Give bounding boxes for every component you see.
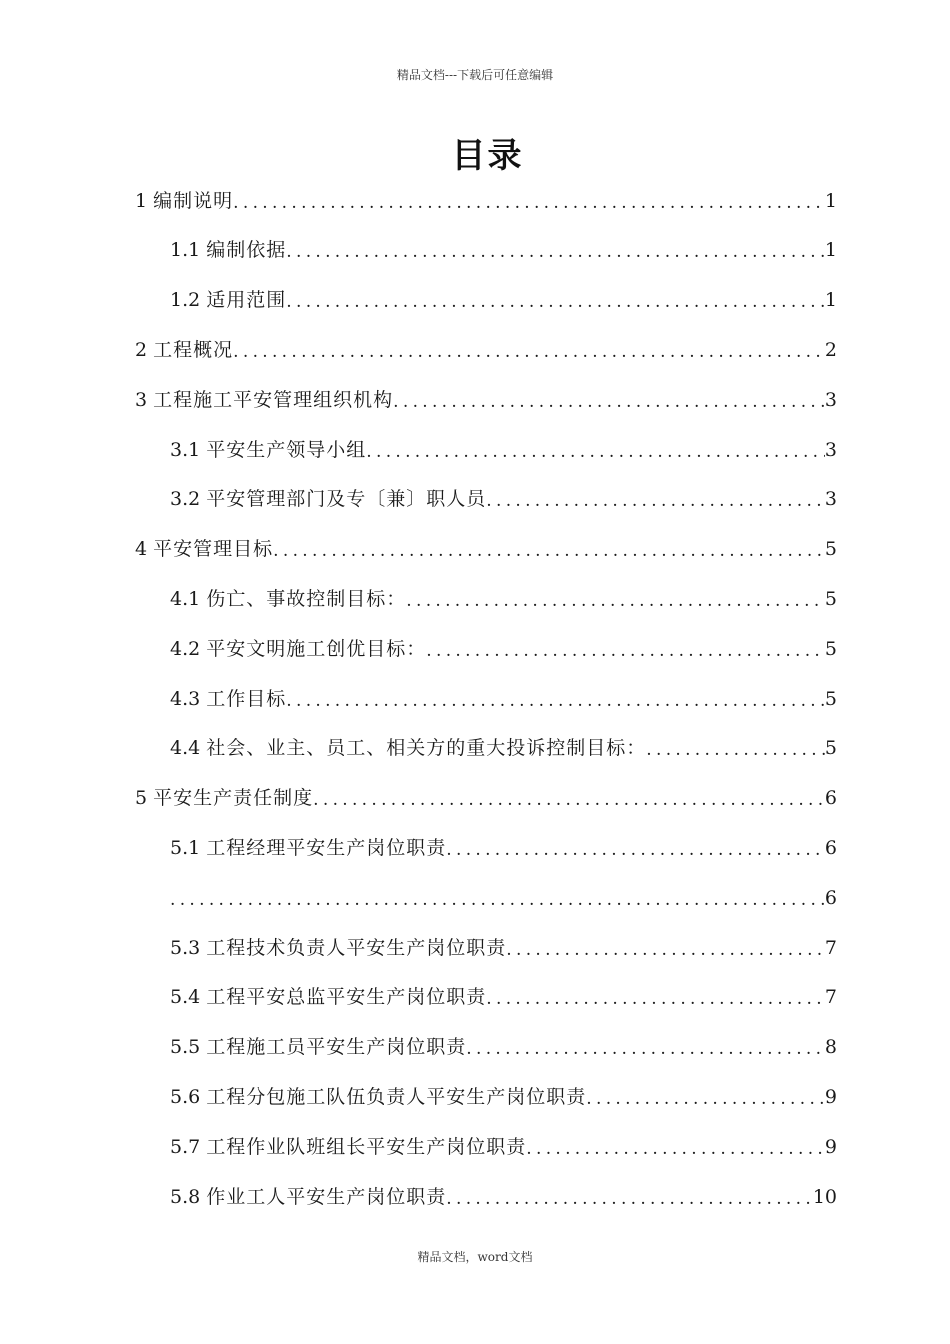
toc-entry-number: 4: [135, 538, 154, 561]
toc-entry-number: 4.2: [170, 637, 207, 660]
toc-entry-title: 工程作业队班组长平安生产岗位职责: [206, 1135, 527, 1158]
toc-entry[interactable]: [170, 873, 837, 923]
toc-entry-title: 作业工人平安生产岗位职责: [206, 1185, 447, 1208]
toc-dot-leader: [313, 792, 825, 809]
toc-dot-leader: [646, 742, 825, 759]
toc-entry-number: 5.6: [170, 1085, 207, 1108]
toc-entry-number: 5.7: [170, 1135, 207, 1158]
toc-entry[interactable]: [170, 973, 837, 1023]
toc-entry-page-number: 3: [824, 438, 837, 461]
toc-dot-leader: [586, 1091, 825, 1108]
toc-entry-number: 4.3: [170, 687, 207, 710]
toc-entry[interactable]: [170, 923, 837, 973]
toc-dot-leader: [286, 244, 825, 261]
toc-entry[interactable]: [170, 1172, 837, 1222]
toc-entry-title: 社会、业主、员工、相关方的重大投诉控制目标：: [206, 737, 647, 760]
toc-entry-page-number: 1: [824, 289, 837, 312]
toc-entry-page-number: 5: [824, 587, 837, 610]
toc-entry-number: 4.1: [170, 587, 207, 610]
page-footer: 精品文档，word文档: [417, 1250, 533, 1264]
toc-entry-number: 3.1: [170, 438, 207, 461]
toc-entry-title: 平安管理部门及专〔兼〕职人员: [206, 488, 487, 511]
toc-entry-number: 5.3: [170, 936, 207, 959]
toc-dot-leader: [446, 1191, 813, 1208]
toc-entry-title: 工程平安总监平安生产岗位职责: [206, 986, 487, 1009]
toc-entry-number: 1: [135, 189, 154, 212]
toc-entry-number: 3: [135, 388, 154, 411]
toc-entry-page-number: 7: [824, 986, 837, 1009]
toc-entry-title: 工程技术负责人平安生产岗位职责: [206, 936, 507, 959]
toc-entry-page-number: 1: [824, 189, 837, 212]
toc-entry-number: 3.2: [170, 488, 207, 511]
toc-dot-leader: [286, 693, 825, 710]
toc-entry-title: 工程分包施工队伍负责人平安生产岗位职责: [206, 1085, 587, 1108]
toc-entry-title: 平安文明施工创优目标：: [206, 637, 427, 660]
toc-entry[interactable]: [170, 276, 837, 326]
toc-entry-page-number: 3: [824, 388, 837, 411]
toc-entry-title: 工程概况: [153, 338, 234, 361]
toc-entry[interactable]: [170, 1072, 837, 1122]
page-header: 精品文档---下载后可任意编辑: [396, 68, 554, 82]
toc-entry[interactable]: [170, 624, 837, 674]
toc-entry-page-number: 10: [812, 1185, 837, 1208]
toc-entry-page-number: 6: [824, 787, 837, 810]
toc-dot-leader: [286, 294, 825, 311]
toc-entry[interactable]: [170, 724, 837, 774]
toc-dot-leader: [393, 394, 825, 411]
page-title: 目录: [451, 136, 524, 176]
toc-dot-leader: [426, 643, 825, 660]
toc-entry-title: 工程施工员平安生产岗位职责: [206, 1036, 467, 1059]
toc-entry[interactable]: [170, 1122, 837, 1172]
toc-entry-page-number: 6: [824, 886, 837, 909]
toc-entry[interactable]: [170, 1023, 837, 1073]
toc-entry[interactable]: [170, 674, 837, 724]
toc-dot-leader: [486, 493, 825, 510]
toc-entry[interactable]: [135, 774, 837, 824]
toc-entry-title: 平安管理目标: [153, 538, 274, 561]
toc-entry[interactable]: [170, 574, 837, 624]
toc-entry-page-number: 2: [824, 338, 837, 361]
toc-entry-page-number: 1: [824, 239, 837, 262]
toc-entry[interactable]: [135, 325, 837, 375]
toc-entry-title: 工程经理平安生产岗位职责: [206, 836, 447, 859]
toc-entry-title: 编制说明: [153, 189, 234, 212]
toc-entry-number: 5.8: [170, 1185, 207, 1208]
toc-entry-number: 1.2: [170, 289, 207, 312]
toc-entry-page-number: 5: [824, 538, 837, 561]
toc-entry-title: 工程施工平安管理组织机构: [153, 388, 394, 411]
toc-entry-number: 5.1: [170, 836, 207, 859]
toc-entry[interactable]: [135, 176, 837, 226]
toc-dot-leader: [486, 991, 825, 1008]
toc-entry-number: 5.4: [170, 986, 207, 1009]
toc-entry-title: 平安生产责任制度: [153, 787, 314, 810]
toc-entry-page-number: 3: [824, 488, 837, 511]
toc-entry-title: 伤亡、事故控制目标：: [206, 587, 407, 610]
toc-entry-title: 工作目标: [206, 687, 287, 710]
toc-entry-number: 5.5: [170, 1036, 207, 1059]
toc-entry-page-number: 5: [824, 687, 837, 710]
toc-entry[interactable]: [170, 425, 837, 475]
toc-entry[interactable]: [135, 525, 837, 575]
toc-dot-leader: [233, 344, 825, 361]
toc-dot-leader: [466, 1041, 825, 1058]
toc-dot-leader: [506, 942, 825, 959]
toc-dot-leader: [446, 842, 825, 859]
toc-entry[interactable]: [135, 375, 837, 425]
toc-entry-page-number: 6: [824, 836, 837, 859]
toc-entry-page-number: 8: [824, 1036, 837, 1059]
toc-entry-page-number: 9: [824, 1135, 837, 1158]
toc-dot-leader: [273, 543, 825, 560]
toc-entry-title: 编制依据: [206, 239, 287, 262]
toc-entry[interactable]: [170, 823, 837, 873]
toc-entry-number: 2: [135, 338, 154, 361]
toc-entry-page-number: 7: [824, 936, 837, 959]
toc-dot-leader: [233, 195, 825, 212]
toc-entry-page-number: 5: [824, 637, 837, 660]
toc-entry[interactable]: [170, 226, 837, 276]
toc-dot-leader: [170, 892, 825, 909]
toc-dot-leader: [366, 444, 825, 461]
toc-entry-number: 5: [135, 787, 154, 810]
toc-entry-number: 4.4: [170, 737, 207, 760]
toc-dot-leader: [406, 593, 825, 610]
toc-entry[interactable]: [170, 475, 837, 525]
toc-dot-leader: [526, 1141, 825, 1158]
toc-entry-title: 适用范围: [206, 289, 287, 312]
toc-entry-page-number: 5: [824, 737, 837, 760]
toc-entry-title: 平安生产领导小组: [206, 438, 367, 461]
toc-entry-number: 1.1: [170, 239, 207, 262]
toc-entry-page-number: 9: [824, 1085, 837, 1108]
